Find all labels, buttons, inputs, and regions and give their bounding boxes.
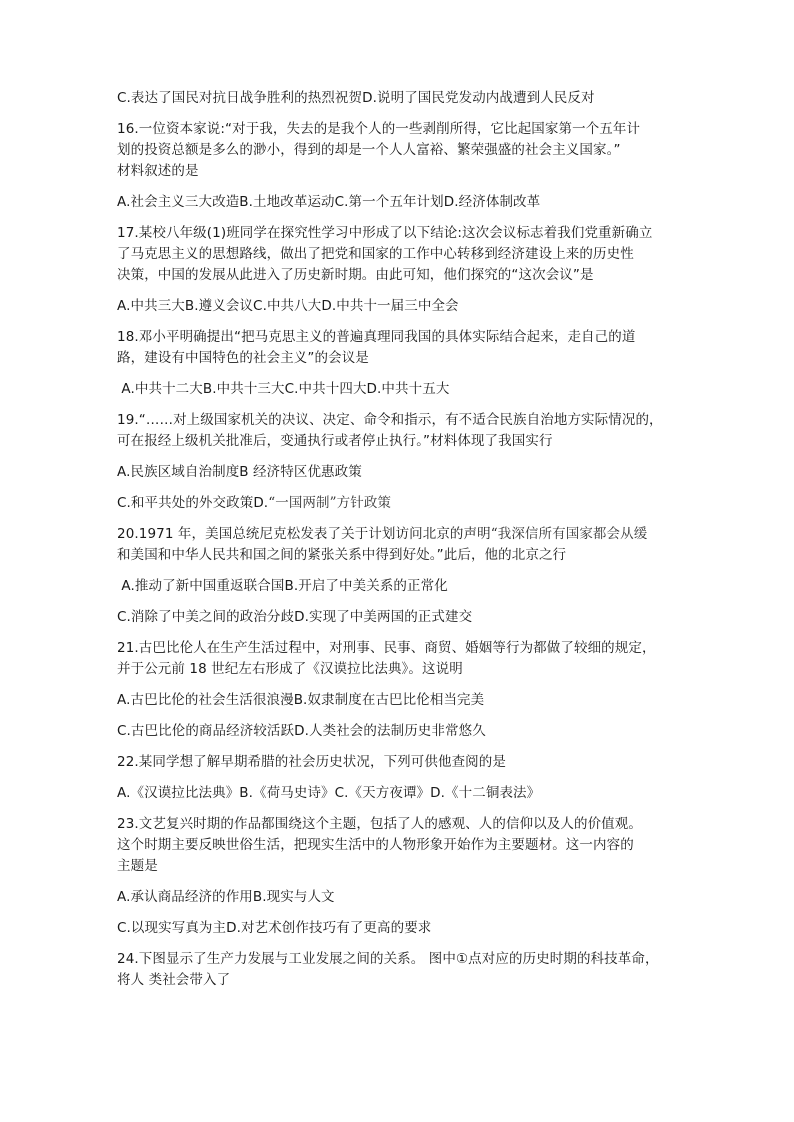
q20-stem-line-2: 和美国和中华人民共和国之间的紧张关系中得到好处。”此后，他的北京之行 [117, 547, 567, 563]
q20-stem-part-1: 20.1971 年，美国总统尼克松发表了关于计划访问北京的声明 [117, 526, 491, 542]
q22-stem: 22.某同学想了解早期希腊的社会历史状况，下列可供他查阅的是 [117, 754, 506, 770]
q24-stem-line-1: 24.下图显示了生产力发展与工业发展之间的关系。 图中①点对应的历史时期的科技革命， [117, 951, 659, 967]
question-24 [117, 949, 687, 991]
question-23 [117, 814, 687, 877]
q21-stem-line-1: 21.古巴比伦人在生产生活过程中，对刑事、民事、商贸、婚姻等行为都做了较细的规定， [117, 640, 656, 656]
question-21 [117, 638, 687, 680]
question-19 [117, 410, 687, 452]
q17-options: A.中共三大B.遵义会议C.中共八大D.中共十一届三中全会 [117, 298, 459, 314]
q23-stem-line-2: 这个时期主要反映世俗生活，把现实生活中的人物形象开始作为主要题材。这一内容的 [117, 837, 634, 853]
q18-stem-line-1: 18.邓小平明确提出“把马克思主义的普遍真理同我国的具体实际结合起来，走自己的道 [117, 329, 636, 345]
q21-stem-line-2: 并于公元前 18 世纪左右形成了《汉谟拉比法典》。这说明 [117, 661, 463, 677]
q19-options-cd [117, 493, 687, 514]
q23-stem-line-3: 主题是 [117, 858, 158, 874]
q24-stem-line-2: 将人 类社会带入了 [117, 972, 231, 988]
q20-options-ab: A.推动了新中国重返联合国B.开启了中美关系的正常化 [117, 578, 448, 594]
q19-option-d-text: “一国两制”方针政策 [268, 495, 392, 511]
q15-option-cd: C.表达了国民对抗日战争胜利的热烈祝贺D.说明了国民党发动内战遭到人民反对 [117, 90, 595, 106]
q23-options-ab: A.承认商品经济的作用B.现实与人文 [117, 889, 335, 905]
question-20 [117, 524, 687, 566]
q17-stem-line-2: 了马克思主义的思想路线，做出了把党和国家的工作中心转移到经济建设上来的历史性 [117, 246, 634, 262]
q22-options: A.《汉谟拉比法典》B.《荷马史诗》C.《天方夜谭》D.《十二铜表法》 [117, 785, 541, 801]
q19-stem-line-1: 19.“……对上级国家机关的决议、决定、命令和指示，有不适合民族自治地方实际情况的， [117, 412, 663, 428]
q16-options: A.社会主义三大改造B.土地改革运动C.第一个五年计划D.经济体制改革 [117, 194, 541, 210]
q20-stem-quote: “我深信所有国家都会从缓 [490, 526, 648, 542]
q18-stem-line-2: 路，建设有中国特色的社会主义”的会议是 [117, 350, 369, 366]
q20-stem-line-1 [117, 524, 687, 545]
q19-option-c: C.和平共处的外交政策D. [117, 495, 269, 511]
exam-page [117, 88, 687, 991]
q23-options-cd: C.以现实写真为主D.对艺术创作技巧有了更高的要求 [117, 920, 432, 936]
q23-stem-line-1: 23.文艺复兴时期的作品都围绕这个主题，包括了人的感观、人的信仰以及人的价值观。 [117, 816, 642, 832]
q16-stem-line-2: 划的投资总额是多么的渺小，得到的却是一个人人富裕、繁荣强盛的社会主义国家。” [117, 142, 621, 158]
q21-options-ab: A.古巴比伦的社会生活很浪漫B.奴隶制度在古巴比伦相当完美 [117, 692, 485, 708]
q20-options-cd: C.消除了中美之间的政治分歧D.实现了中美两国的正式建交 [117, 609, 473, 625]
q16-stem-line-3: 材料叙述的是 [117, 163, 199, 179]
question-17 [117, 223, 687, 286]
q16-stem-line-1: 16.一位资本家说:“对于我，失去的是我个人的一些剥削所得，它比起国家第一个五年计 [117, 121, 641, 137]
q17-stem-line-1: 17.某校八年级(1)班同学在探究性学习中形成了以下结论:这次会议标志着我们党重新确立 [117, 225, 653, 241]
q21-options-cd: C.古巴比伦的商品经济较活跃D.人类社会的法制历史非常悠久 [117, 723, 486, 739]
q18-options: A.中共十二大B.中共十三大C.中共十四大D.中共十五大 [117, 381, 450, 397]
q19-options-ab: A.民族区域自治制度B 经济特区优惠政策 [117, 464, 362, 480]
q17-stem-line-3: 决策，中国的发展从此进入了历史新时期。由此可知，他们探究的“这次会议”是 [117, 267, 594, 283]
question-18 [117, 327, 687, 369]
question-16 [117, 119, 687, 182]
q19-stem-line-2: 可在报经上级机关批准后，变通执行或者停止执行。”材料体现了我国实行 [117, 433, 553, 449]
